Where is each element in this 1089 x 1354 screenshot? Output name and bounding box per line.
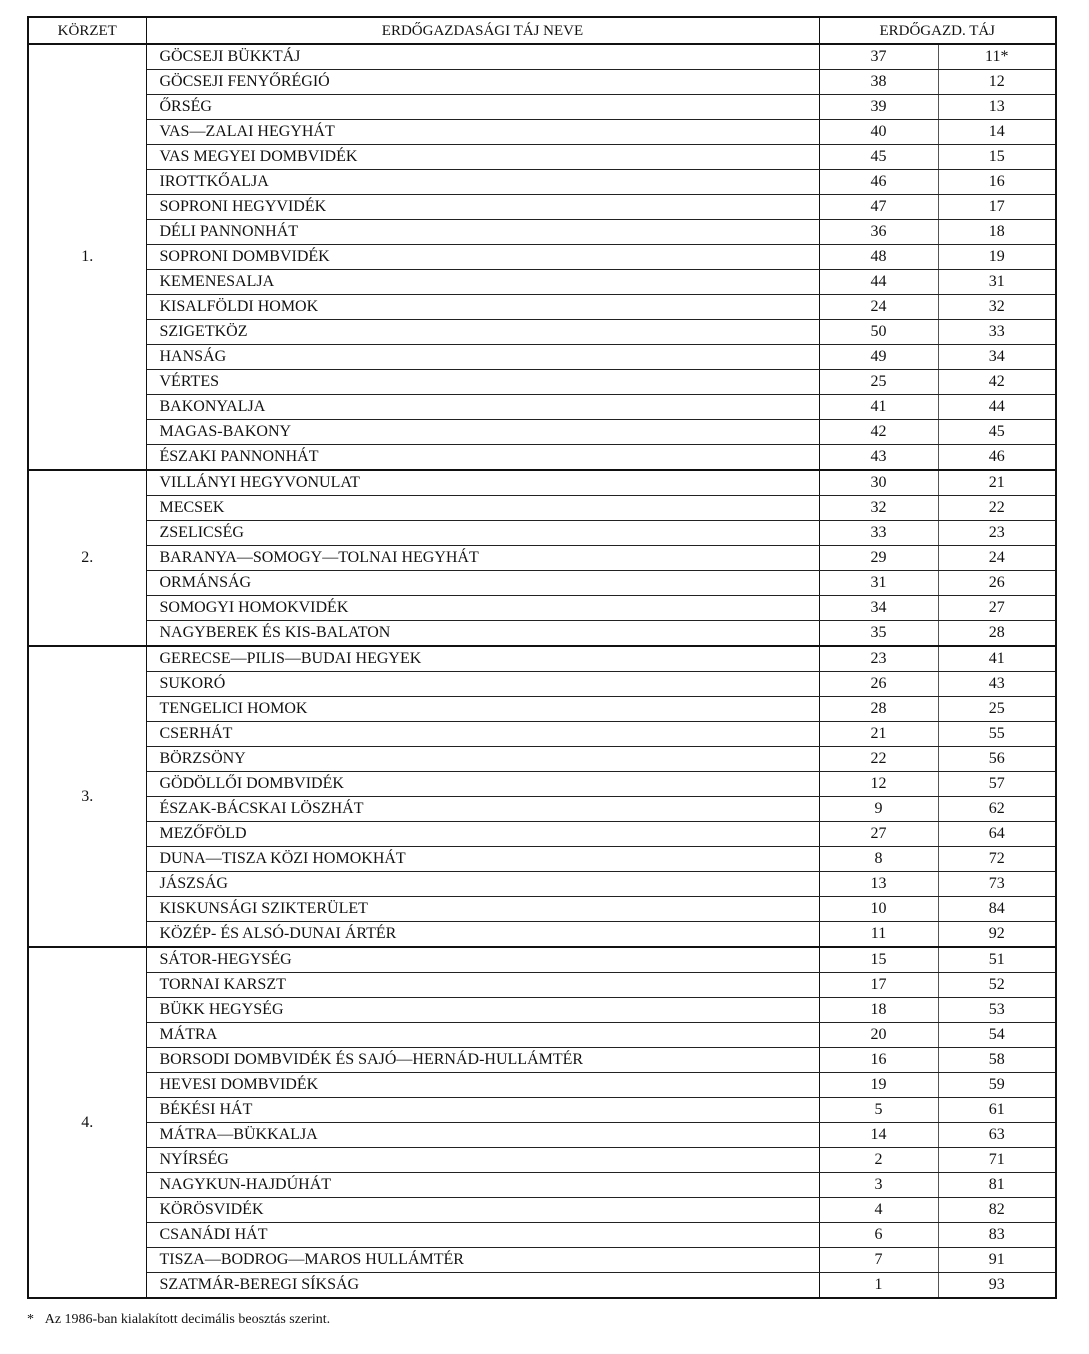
- landscape-code-new: 44: [938, 395, 1056, 420]
- table-row: [28, 947, 1056, 973]
- landscape-code-old: 49: [819, 345, 938, 370]
- landscape-code-new: 11*: [938, 44, 1056, 70]
- table-row: [28, 496, 1056, 521]
- landscape-name: TORNAI KARSZT: [146, 973, 819, 998]
- landscape-name: NYÍRSÉG: [146, 1148, 819, 1173]
- landscape-name: ZSELICSÉG: [146, 521, 819, 546]
- landscape-code-new: 93: [938, 1273, 1056, 1299]
- landscape-code-old: 37: [819, 44, 938, 70]
- landscape-code-new: 18: [938, 220, 1056, 245]
- korzet-label: 1.: [28, 44, 146, 470]
- landscape-code-new: 52: [938, 973, 1056, 998]
- table-row: [28, 897, 1056, 922]
- landscape-code-new: 63: [938, 1123, 1056, 1148]
- table-row: [28, 872, 1056, 897]
- landscape-code-old: 14: [819, 1123, 938, 1148]
- landscape-name: MECSEK: [146, 496, 819, 521]
- landscape-name: DUNA—TISZA KÖZI HOMOKHÁT: [146, 847, 819, 872]
- table-row: [28, 95, 1056, 120]
- landscape-code-new: 15: [938, 145, 1056, 170]
- landscape-code-old: 7: [819, 1248, 938, 1273]
- landscape-code-old: 9: [819, 797, 938, 822]
- landscape-code-new: 43: [938, 672, 1056, 697]
- table-row: [28, 470, 1056, 496]
- landscape-code-old: 11: [819, 922, 938, 948]
- landscape-code-old: 33: [819, 521, 938, 546]
- landscape-name: MEZŐFÖLD: [146, 822, 819, 847]
- landscape-name: TISZA—BODROG—MAROS HULLÁMTÉR: [146, 1248, 819, 1273]
- landscape-name: SOPRONI DOMBVIDÉK: [146, 245, 819, 270]
- landscape-code-new: 62: [938, 797, 1056, 822]
- landscape-code-new: 25: [938, 697, 1056, 722]
- landscape-table: [27, 16, 1057, 1299]
- landscape-code-old: 20: [819, 1023, 938, 1048]
- landscape-code-old: 46: [819, 170, 938, 195]
- landscape-name: SZIGETKÖZ: [146, 320, 819, 345]
- landscape-name: KEMENESALJA: [146, 270, 819, 295]
- table-row: [28, 1073, 1056, 1098]
- table-row: [28, 1023, 1056, 1048]
- header-landscape-name: ERDŐGAZDASÁGI TÁJ NEVE: [146, 17, 819, 44]
- landscape-name: DÉLI PANNONHÁT: [146, 220, 819, 245]
- landscape-code-old: 30: [819, 470, 938, 496]
- landscape-name: VAS—ZALAI HEGYHÁT: [146, 120, 819, 145]
- landscape-code-old: 38: [819, 70, 938, 95]
- table-row: [28, 521, 1056, 546]
- landscape-code-old: 15: [819, 947, 938, 973]
- landscape-code-old: 5: [819, 1098, 938, 1123]
- landscape-code-old: 19: [819, 1073, 938, 1098]
- landscape-name: KISALFÖLDI HOMOK: [146, 295, 819, 320]
- footnote: [27, 1312, 330, 1328]
- landscape-name: BAKONYALJA: [146, 395, 819, 420]
- table-row: [28, 1098, 1056, 1123]
- landscape-name: KÖRÖSVIDÉK: [146, 1198, 819, 1223]
- table-row: [28, 345, 1056, 370]
- landscape-code-old: 3: [819, 1173, 938, 1198]
- landscape-name: KISKUNSÁGI SZIKTERÜLET: [146, 897, 819, 922]
- landscape-code-new: 53: [938, 998, 1056, 1023]
- landscape-code-new: 81: [938, 1173, 1056, 1198]
- landscape-name: ÉSZAK-BÁCSKAI LÖSZHÁT: [146, 797, 819, 822]
- table-row: [28, 797, 1056, 822]
- landscape-code-old: 18: [819, 998, 938, 1023]
- table-row: [28, 998, 1056, 1023]
- landscape-code-new: 24: [938, 546, 1056, 571]
- landscape-name: SOMOGYI HOMOKVIDÉK: [146, 596, 819, 621]
- table-row: [28, 973, 1056, 998]
- table-row: [28, 270, 1056, 295]
- landscape-name: JÁSZSÁG: [146, 872, 819, 897]
- landscape-code-new: 56: [938, 747, 1056, 772]
- table-row: [28, 1273, 1056, 1299]
- landscape-name: GÖDÖLLŐI DOMBVIDÉK: [146, 772, 819, 797]
- landscape-code-new: 41: [938, 646, 1056, 672]
- landscape-code-new: 13: [938, 95, 1056, 120]
- landscape-name: ŐRSÉG: [146, 95, 819, 120]
- landscape-name: CSANÁDI HÁT: [146, 1223, 819, 1248]
- landscape-name: NAGYKUN-HAJDÚHÁT: [146, 1173, 819, 1198]
- table-row: [28, 922, 1056, 948]
- landscape-code-new: 59: [938, 1073, 1056, 1098]
- landscape-name: BORSODI DOMBVIDÉK ÉS SAJÓ—HERNÁD-HULLÁMTÉR: [146, 1048, 819, 1073]
- table-row: [28, 672, 1056, 697]
- table-row: [28, 646, 1056, 672]
- landscape-code-old: 39: [819, 95, 938, 120]
- landscape-code-old: 45: [819, 145, 938, 170]
- header-korzet: KÖRZET: [28, 17, 146, 44]
- landscape-code-old: 23: [819, 646, 938, 672]
- table-row: [28, 70, 1056, 95]
- table-row: [28, 1223, 1056, 1248]
- landscape-name: GERECSE—PILIS—BUDAI HEGYEK: [146, 646, 819, 672]
- landscape-code-new: 55: [938, 722, 1056, 747]
- landscape-name: SOPRONI HEGYVIDÉK: [146, 195, 819, 220]
- landscape-name: HANSÁG: [146, 345, 819, 370]
- landscape-code-old: 26: [819, 672, 938, 697]
- landscape-code-old: 36: [819, 220, 938, 245]
- landscape-name: CSERHÁT: [146, 722, 819, 747]
- landscape-code-new: 71: [938, 1148, 1056, 1173]
- landscape-code-new: 58: [938, 1048, 1056, 1073]
- landscape-code-new: 21: [938, 470, 1056, 496]
- table-row: [28, 320, 1056, 345]
- landscape-code-new: 19: [938, 245, 1056, 270]
- landscape-name: NAGYBEREK ÉS KIS-BALATON: [146, 621, 819, 647]
- table-row: [28, 145, 1056, 170]
- landscape-code-old: 2: [819, 1148, 938, 1173]
- landscape-name: ORMÁNSÁG: [146, 571, 819, 596]
- table-row: [28, 697, 1056, 722]
- table-row: [28, 822, 1056, 847]
- landscape-code-new: 54: [938, 1023, 1056, 1048]
- landscape-code-old: 27: [819, 822, 938, 847]
- landscape-name: TENGELICI HOMOK: [146, 697, 819, 722]
- table-row: [28, 747, 1056, 772]
- landscape-code-old: 16: [819, 1048, 938, 1073]
- landscape-code-old: 47: [819, 195, 938, 220]
- table-header-row: [28, 17, 1056, 44]
- landscape-code-new: 28: [938, 621, 1056, 647]
- landscape-name: BÉKÉSI HÁT: [146, 1098, 819, 1123]
- table-row: [28, 420, 1056, 445]
- landscape-code-new: 83: [938, 1223, 1056, 1248]
- table-row: [28, 445, 1056, 471]
- landscape-code-old: 43: [819, 445, 938, 471]
- table-row: [28, 120, 1056, 145]
- landscape-code-new: 42: [938, 370, 1056, 395]
- landscape-code-old: 8: [819, 847, 938, 872]
- table-row: [28, 1198, 1056, 1223]
- landscape-code-old: 48: [819, 245, 938, 270]
- landscape-name: VAS MEGYEI DOMBVIDÉK: [146, 145, 819, 170]
- landscape-code-old: 35: [819, 621, 938, 647]
- table-row: [28, 847, 1056, 872]
- korzet-label: 3.: [28, 646, 146, 947]
- landscape-name: ÉSZAKI PANNONHÁT: [146, 445, 819, 471]
- landscape-code-old: 12: [819, 772, 938, 797]
- landscape-code-new: 22: [938, 496, 1056, 521]
- landscape-code-old: 28: [819, 697, 938, 722]
- landscape-name: VILLÁNYI HEGYVONULAT: [146, 470, 819, 496]
- landscape-name: GÖCSEJI BÜKKTÁJ: [146, 44, 819, 70]
- landscape-code-new: 61: [938, 1098, 1056, 1123]
- landscape-code-new: 32: [938, 295, 1056, 320]
- table-row: [28, 1048, 1056, 1073]
- landscape-code-new: 34: [938, 345, 1056, 370]
- landscape-code-old: 1: [819, 1273, 938, 1299]
- table-body: [28, 44, 1056, 1298]
- table-row: [28, 722, 1056, 747]
- landscape-code-new: 23: [938, 521, 1056, 546]
- landscape-code-new: 73: [938, 872, 1056, 897]
- landscape-code-old: 34: [819, 596, 938, 621]
- landscape-code-new: 57: [938, 772, 1056, 797]
- landscape-code-old: 13: [819, 872, 938, 897]
- table-row: [28, 370, 1056, 395]
- landscape-code-new: 14: [938, 120, 1056, 145]
- landscape-code-old: 6: [819, 1223, 938, 1248]
- korzet-label: 2.: [28, 470, 146, 646]
- table-row: [28, 245, 1056, 270]
- footnote-text: Az 1986-ban kialakított decimális beosztás szerint.: [44, 1312, 331, 1327]
- landscape-name: MÁTRA—BÜKKALJA: [146, 1123, 819, 1148]
- landscape-code-old: 21: [819, 722, 938, 747]
- korzet-label: 4.: [28, 947, 146, 1298]
- table-row: [28, 571, 1056, 596]
- landscape-code-new: 17: [938, 195, 1056, 220]
- landscape-name: SUKORÓ: [146, 672, 819, 697]
- landscape-code-new: 84: [938, 897, 1056, 922]
- landscape-name: BÖRZSÖNY: [146, 747, 819, 772]
- landscape-code-old: 31: [819, 571, 938, 596]
- landscape-code-old: 29: [819, 546, 938, 571]
- landscape-code-old: 44: [819, 270, 938, 295]
- landscape-code-old: 42: [819, 420, 938, 445]
- table-row: [28, 44, 1056, 70]
- header-landscape-code: ERDŐGAZD. TÁJ: [819, 17, 1056, 44]
- table-row: [28, 621, 1056, 647]
- landscape-code-new: 31: [938, 270, 1056, 295]
- landscape-code-new: 33: [938, 320, 1056, 345]
- table-row: [28, 772, 1056, 797]
- landscape-name: BARANYA—SOMOGY—TOLNAI HEGYHÁT: [146, 546, 819, 571]
- landscape-name: BÜKK HEGYSÉG: [146, 998, 819, 1023]
- landscape-name: KÖZÉP- ÉS ALSÓ-DUNAI ÁRTÉR: [146, 922, 819, 948]
- table-row: [28, 1148, 1056, 1173]
- landscape-code-old: 24: [819, 295, 938, 320]
- table-row: [28, 295, 1056, 320]
- table-row: [28, 1248, 1056, 1273]
- landscape-code-new: 46: [938, 445, 1056, 471]
- landscape-code-old: 25: [819, 370, 938, 395]
- landscape-name: MAGAS-BAKONY: [146, 420, 819, 445]
- document-page: [27, 16, 1055, 1299]
- landscape-code-new: 45: [938, 420, 1056, 445]
- landscape-code-old: 41: [819, 395, 938, 420]
- landscape-name: IROTTKŐALJA: [146, 170, 819, 195]
- table-row: [28, 220, 1056, 245]
- table-row: [28, 1123, 1056, 1148]
- landscape-name: HEVESI DOMBVIDÉK: [146, 1073, 819, 1098]
- landscape-code-old: 40: [819, 120, 938, 145]
- table-row: [28, 596, 1056, 621]
- landscape-code-new: 64: [938, 822, 1056, 847]
- landscape-code-old: 22: [819, 747, 938, 772]
- landscape-name: MÁTRA: [146, 1023, 819, 1048]
- landscape-code-new: 12: [938, 70, 1056, 95]
- table-row: [28, 1173, 1056, 1198]
- landscape-name: SÁTOR-HEGYSÉG: [146, 947, 819, 973]
- landscape-code-old: 32: [819, 496, 938, 521]
- landscape-code-old: 50: [819, 320, 938, 345]
- landscape-code-new: 82: [938, 1198, 1056, 1223]
- table-row: [28, 546, 1056, 571]
- landscape-name: VÉRTES: [146, 370, 819, 395]
- landscape-code-new: 92: [938, 922, 1056, 948]
- landscape-code-new: 16: [938, 170, 1056, 195]
- landscape-code-old: 10: [819, 897, 938, 922]
- landscape-name: SZATMÁR-BEREGI SÍKSÁG: [146, 1273, 819, 1299]
- table-row: [28, 395, 1056, 420]
- landscape-code-new: 91: [938, 1248, 1056, 1273]
- landscape-name: GÖCSEJI FENYŐRÉGIÓ: [146, 70, 819, 95]
- landscape-code-old: 4: [819, 1198, 938, 1223]
- table-row: [28, 170, 1056, 195]
- landscape-code-old: 17: [819, 973, 938, 998]
- table-row: [28, 195, 1056, 220]
- landscape-code-new: 27: [938, 596, 1056, 621]
- footnote-mark: *: [27, 1312, 34, 1327]
- landscape-code-new: 51: [938, 947, 1056, 973]
- landscape-code-new: 26: [938, 571, 1056, 596]
- landscape-code-new: 72: [938, 847, 1056, 872]
